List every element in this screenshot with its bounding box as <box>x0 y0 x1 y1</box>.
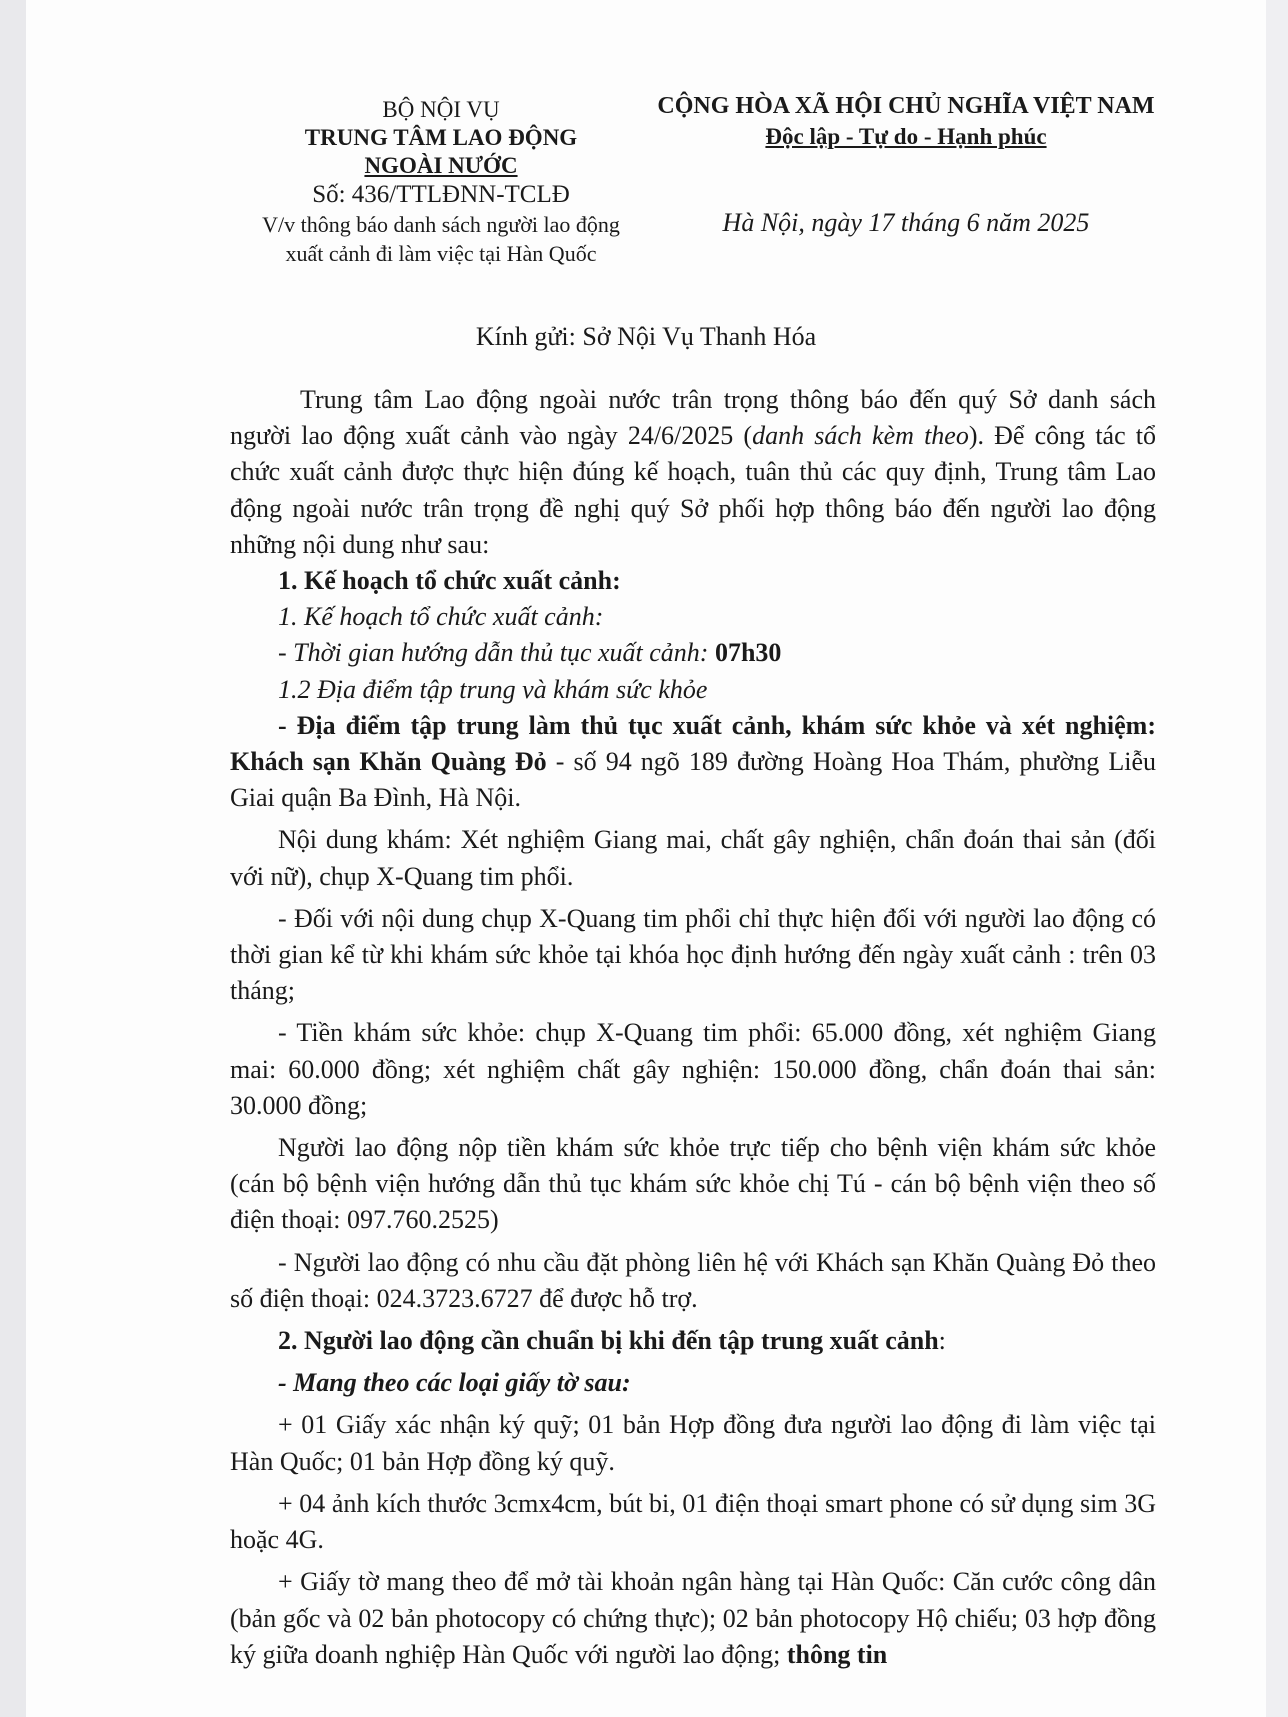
issuing-agency-block <box>256 96 626 268</box>
documents-item-1: + 01 Giấy xác nhận ký quỹ; 01 bản Hợp đồng đưa người lao động đi làm việc tại Hàn Quốc; 01 bản Hợp đồng ký quỹ. <box>230 1410 1156 1476</box>
center-name-line2: NGOÀI NƯỚC <box>364 153 518 178</box>
intro-text-2: ). Để công tác tổ chức xuất cảnh được thực hiện đúng kế hoạch, tuân thủ các quy định, Trung tâm Lao động ngoài nước trân trọng đề nghị quý Sở phối hợp thông báo đến người lao động những nội dung như sau: <box>230 421 1157 559</box>
section2-heading-colon: : <box>938 1326 946 1356</box>
exam-content: Nội dung khám: Xét nghiệm Giang mai, chất gây nghiện, chẩn đoán thai sản (đối với nữ), chụp X-Quang tim phổi. <box>230 825 1156 891</box>
intro-italic: danh sách kèm theo <box>752 421 969 451</box>
document-body <box>230 382 1156 1673</box>
documents-item-3-bold: thông tin <box>786 1639 888 1669</box>
documents-item-2: + 04 ảnh kích thước 3cmx4cm, bút bi, 01 điện thoại smart phone có sử dụng sim 3G hoặc 4G. <box>230 1488 1156 1555</box>
documents-item-3-text: + Giấy tờ mang theo để mở tài khoản ngân hàng tại Hàn Quốc: Căn cước công dân (bản gốc và 02 bản photocopy có chứng thực); 02 bản photocopy Hộ chiếu; 03 hợp đồng ký giữa doanh nghiệp Hàn Quốc với người lao động; <box>230 1567 1156 1669</box>
intro-text-1: Trung tâm Lao động ngoài nước trân trọng thông báo đến quý Sở danh sách người lao động xuất cảnh vào ngày 24/6/2025 ( <box>230 385 1156 451</box>
xray-note: - Đối với nội dung chụp X-Quang tim phổi chỉ thực hiện đối với người lao động có thời gian kể từ khi khám sức khỏe tại khóa học định hướng đến ngày xuất cảnh : trên 03 tháng; <box>230 903 1156 1006</box>
nation-title: CỘNG HÒA XÃ HỘI CHỦ NGHĨA VIỆT NAM <box>657 93 1155 119</box>
national-motto: Độc lập - Tự do - Hạnh phúc <box>765 124 1047 149</box>
location-bold: - Địa điểm tập trung làm thủ tục xuất cảnh, khám sức khỏe và xét nghiệm: Khách sạn Khăn Quàng Đỏ <box>230 710 1156 777</box>
exam-fees: - Tiền khám sức khỏe: chụp X-Quang tim phổi: 65.000 đồng, xét nghiệm Giang mai: 60.000 đồng; xét nghiệm chất gây nghiện: 150.000 đồng, chẩn đoán thai sản: 30.000 đồng; <box>230 1018 1156 1120</box>
subject-line1: V/v thông báo danh sách người lao động <box>262 212 620 237</box>
ministry-name: BỘ NỘI VỤ <box>382 97 500 122</box>
subject-line2: xuất cảnh đi làm việc tại Hàn Quốc <box>285 241 597 266</box>
departure-time <box>230 635 1156 671</box>
national-header-block <box>646 90 1166 238</box>
center-name-line1: TRUNG TÂM LAO ĐỘNG <box>304 125 578 150</box>
section1-sub2: 1.2 Địa điểm tập trung và khám sức khỏe <box>278 674 708 704</box>
left-window-border <box>0 0 27 1717</box>
salutation: Kính gửi: Sở Nội Vụ Thanh Hóa <box>475 322 817 351</box>
location-address: - số 94 ngõ 189 đường Hoàng Hoa Thám, phường Liễu Giai quận Ba Đình, Hà Nội. <box>230 747 1157 813</box>
section2-heading <box>230 1323 1156 1359</box>
section2-heading-text: 2. Người lao động cần chuẩn bị khi đến tập trung xuất cảnh <box>278 1326 939 1356</box>
departure-time-label: - Thời gian hướng dẫn thủ tục xuất cảnh: <box>278 638 715 668</box>
departure-time-value: 07h30 <box>714 638 782 668</box>
location-paragraph <box>230 708 1156 817</box>
section1-sub1: 1. Kế hoạch tổ chức xuất cảnh: <box>278 602 604 632</box>
intro-paragraph <box>230 382 1156 563</box>
room-booking-note: - Người lao động có nhu cầu đặt phòng liên hệ với Khách sạn Khăn Quàng Đỏ theo số điện thoại: 024.3723.6727 để được hỗ trợ. <box>230 1247 1156 1313</box>
right-window-border <box>1265 0 1288 1717</box>
document-date: Hà Nội, ngày 17 tháng 6 năm 2025 <box>722 208 1090 237</box>
section2-subheading: - Mang theo các loại giấy tờ sau: <box>278 1368 631 1398</box>
document-number: Số: 436/TTLĐNN-TCLĐ <box>312 181 570 208</box>
section1-heading: 1. Kế hoạch tổ chức xuất cảnh: <box>278 566 621 596</box>
documents-item-3 <box>230 1564 1156 1673</box>
payment-note: Người lao động nộp tiền khám sức khỏe trực tiếp cho bệnh viện khám sức khỏe (cán bộ bệnh viện hướng dẫn thủ tục khám sức khỏe chị Tú - cán bộ bệnh viện theo số điện thoại: 097.760.2525) <box>230 1133 1156 1235</box>
document-page <box>26 0 1266 1717</box>
